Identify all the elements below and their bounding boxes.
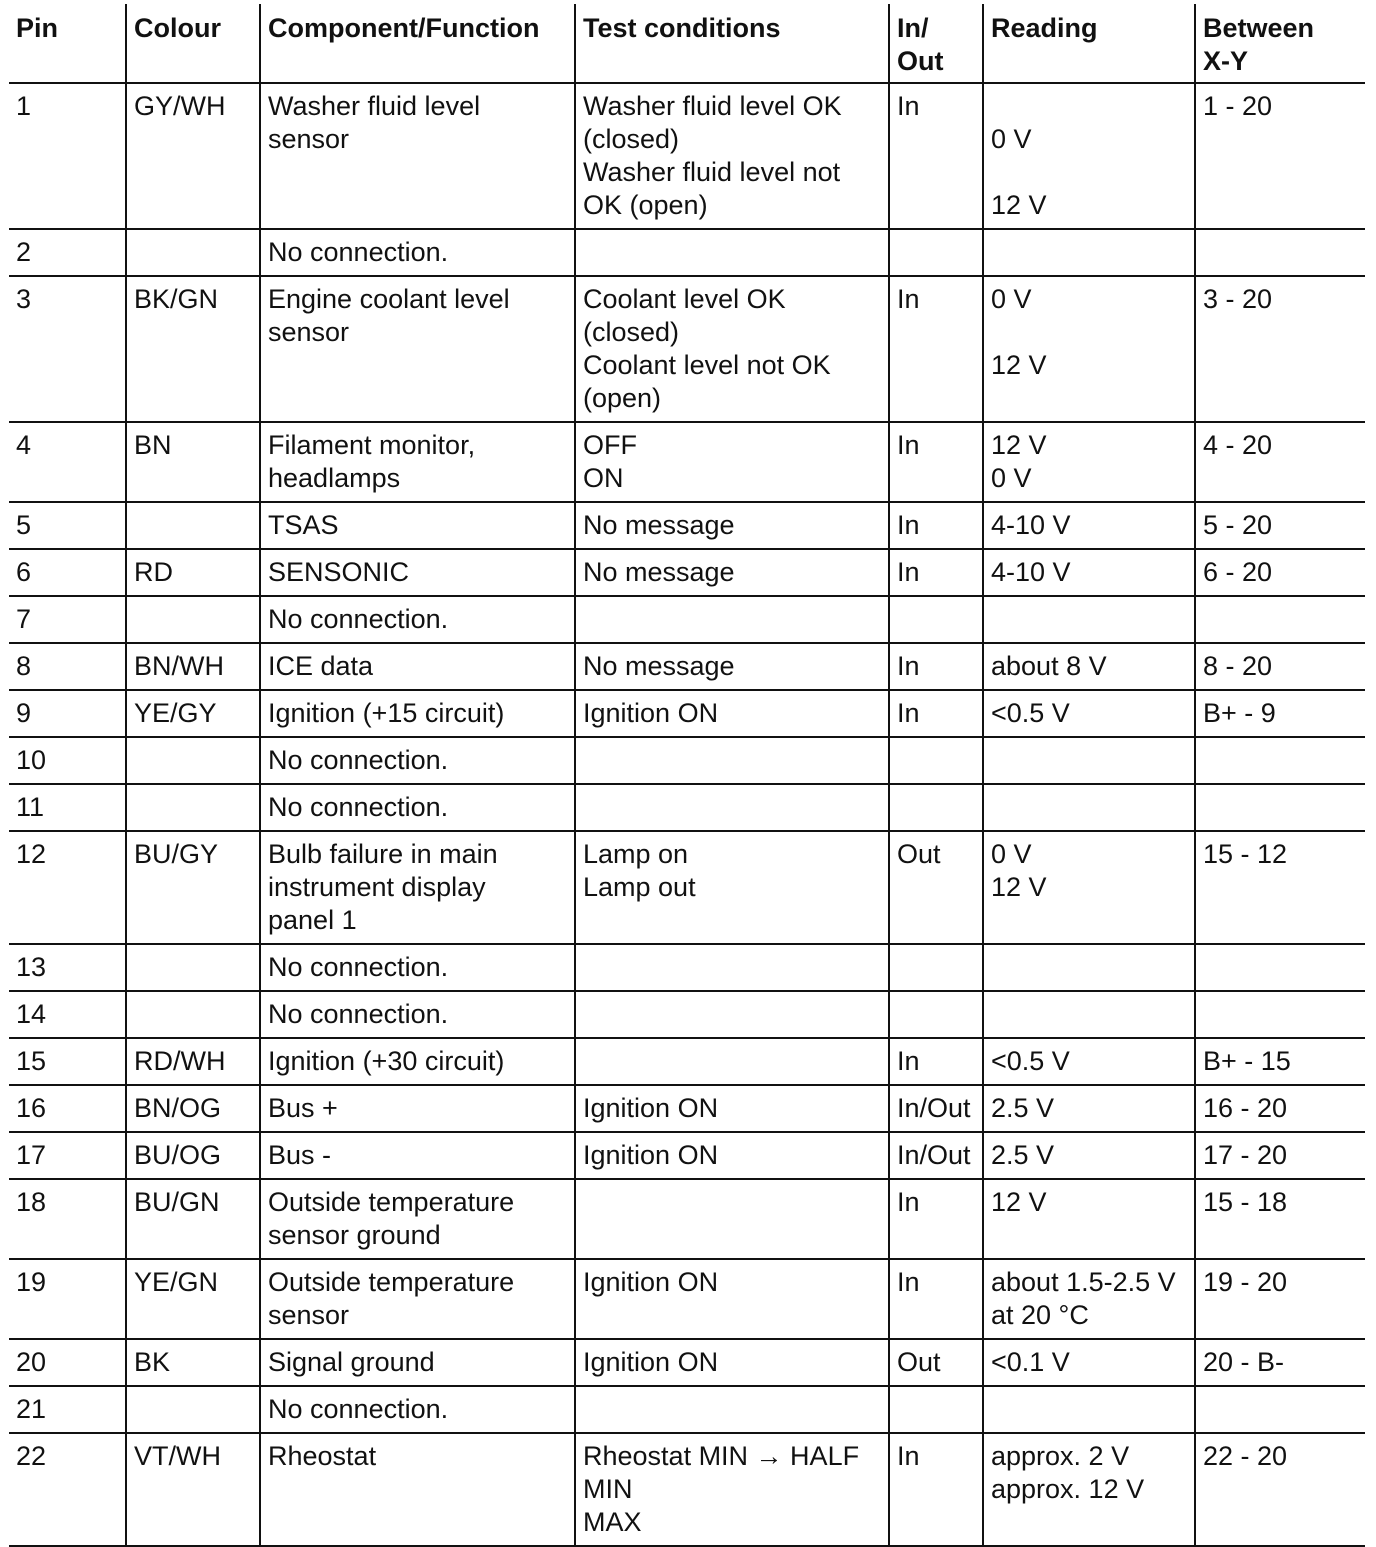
in-out-cell: In: [889, 1038, 983, 1085]
test-conditions-cell: No message: [575, 549, 889, 596]
reading-cell: [983, 784, 1195, 831]
colour-cell: [126, 229, 260, 276]
reading-cell: 4-10 V: [983, 549, 1195, 596]
colour-cell: [126, 1386, 260, 1433]
pin-cell: 11: [9, 784, 126, 831]
reading-cell: <0.1 V: [983, 1339, 1195, 1386]
table-row: [9, 1433, 1365, 1546]
between-cell: 16 - 20: [1195, 1085, 1365, 1132]
test-conditions-cell: [575, 737, 889, 784]
pin-cell: 15: [9, 1038, 126, 1085]
reading-cell: approx. 2 V approx. 12 V: [983, 1433, 1195, 1546]
component-cell: Ignition (+15 circuit): [260, 690, 575, 737]
between-cell: 5 - 20: [1195, 502, 1365, 549]
component-cell: No connection.: [260, 229, 575, 276]
colour-cell: [126, 784, 260, 831]
in-out-cell: [889, 737, 983, 784]
table-row: [9, 1179, 1365, 1259]
pin-cell: 6: [9, 549, 126, 596]
test-conditions-cell: Lamp on Lamp out: [575, 831, 889, 944]
reading-cell: 12 V 0 V: [983, 422, 1195, 502]
test-conditions-cell: [575, 1179, 889, 1259]
in-out-cell: In: [889, 1433, 983, 1546]
component-cell: Engine coolant level sensor: [260, 276, 575, 422]
test-conditions-cell: No message: [575, 643, 889, 690]
pin-cell: 13: [9, 944, 126, 991]
pin-cell: 1: [9, 83, 126, 229]
colour-cell: BK/GN: [126, 276, 260, 422]
header-pin: Pin: [9, 4, 126, 83]
header-test-conditions: Test conditions: [575, 4, 889, 83]
colour-cell: [126, 596, 260, 643]
colour-cell: BU/GY: [126, 831, 260, 944]
colour-cell: RD/WH: [126, 1038, 260, 1085]
in-out-cell: [889, 784, 983, 831]
between-cell: 8 - 20: [1195, 643, 1365, 690]
between-cell: 22 - 20: [1195, 1433, 1365, 1546]
in-out-cell: In: [889, 276, 983, 422]
header-row: [9, 4, 1365, 83]
component-cell: Bus +: [260, 1085, 575, 1132]
component-cell: Outside temperature sensor: [260, 1259, 575, 1339]
header-between: Between X-Y: [1195, 4, 1365, 83]
table-row: [9, 276, 1365, 422]
component-cell: Ignition (+30 circuit): [260, 1038, 575, 1085]
pin-cell: 14: [9, 991, 126, 1038]
component-cell: Bulb failure in main instrument display panel 1: [260, 831, 575, 944]
component-cell: Bus -: [260, 1132, 575, 1179]
colour-cell: BK: [126, 1339, 260, 1386]
in-out-cell: [889, 944, 983, 991]
in-out-cell: [889, 1386, 983, 1433]
colour-cell: [126, 502, 260, 549]
pin-cell: 18: [9, 1179, 126, 1259]
test-conditions-cell: Ignition ON: [575, 1132, 889, 1179]
table-row: [9, 690, 1365, 737]
pin-cell: 12: [9, 831, 126, 944]
between-cell: [1195, 737, 1365, 784]
pin-cell: 10: [9, 737, 126, 784]
colour-cell: VT/WH: [126, 1433, 260, 1546]
between-cell: B+ - 15: [1195, 1038, 1365, 1085]
pin-cell: 5: [9, 502, 126, 549]
reading-cell: 4-10 V: [983, 502, 1195, 549]
component-cell: No connection.: [260, 1386, 575, 1433]
table-row: [9, 1085, 1365, 1132]
in-out-cell: In: [889, 502, 983, 549]
test-conditions-cell: No message: [575, 502, 889, 549]
between-cell: [1195, 596, 1365, 643]
test-conditions-cell: Ignition ON: [575, 1085, 889, 1132]
test-conditions-cell: Rheostat MIN → HALF MIN MAX: [575, 1433, 889, 1546]
in-out-cell: In: [889, 690, 983, 737]
between-cell: [1195, 1386, 1365, 1433]
colour-cell: BU/OG: [126, 1132, 260, 1179]
colour-cell: BN/OG: [126, 1085, 260, 1132]
test-conditions-cell: OFF ON: [575, 422, 889, 502]
reading-cell: 2.5 V: [983, 1132, 1195, 1179]
test-conditions-cell: Washer fluid level OK (closed) Washer fluid level not OK (open): [575, 83, 889, 229]
table-row: [9, 831, 1365, 944]
pin-cell: 7: [9, 596, 126, 643]
table-row: [9, 83, 1365, 229]
in-out-cell: In: [889, 1179, 983, 1259]
pin-cell: 21: [9, 1386, 126, 1433]
in-out-cell: In: [889, 549, 983, 596]
in-out-cell: In: [889, 643, 983, 690]
component-cell: Filament monitor, headlamps: [260, 422, 575, 502]
pin-cell: 17: [9, 1132, 126, 1179]
pin-cell: 8: [9, 643, 126, 690]
test-conditions-cell: [575, 784, 889, 831]
header-component: Component/Function: [260, 4, 575, 83]
pin-assignment-table: [9, 4, 1365, 1547]
colour-cell: GY/WH: [126, 83, 260, 229]
pin-cell: 2: [9, 229, 126, 276]
reading-cell: [983, 737, 1195, 784]
reading-cell: [983, 596, 1195, 643]
component-cell: ICE data: [260, 643, 575, 690]
test-conditions-cell: [575, 596, 889, 643]
component-cell: SENSONIC: [260, 549, 575, 596]
between-cell: 17 - 20: [1195, 1132, 1365, 1179]
reading-cell: 0 V 12 V: [983, 83, 1195, 229]
colour-cell: BN/WH: [126, 643, 260, 690]
pin-cell: 19: [9, 1259, 126, 1339]
component-cell: TSAS: [260, 502, 575, 549]
pin-cell: 16: [9, 1085, 126, 1132]
component-cell: Outside temperature sensor ground: [260, 1179, 575, 1259]
component-cell: Washer fluid level sensor: [260, 83, 575, 229]
component-cell: No connection.: [260, 944, 575, 991]
colour-cell: [126, 944, 260, 991]
component-cell: No connection.: [260, 596, 575, 643]
in-out-cell: [889, 229, 983, 276]
in-out-cell: Out: [889, 831, 983, 944]
test-conditions-cell: [575, 229, 889, 276]
pin-cell: 22: [9, 1433, 126, 1546]
table-row: [9, 549, 1365, 596]
in-out-cell: [889, 991, 983, 1038]
table-row: [9, 737, 1365, 784]
between-cell: 19 - 20: [1195, 1259, 1365, 1339]
pin-cell: 3: [9, 276, 126, 422]
between-cell: 15 - 12: [1195, 831, 1365, 944]
between-cell: 20 - B-: [1195, 1339, 1365, 1386]
between-cell: [1195, 991, 1365, 1038]
colour-cell: YE/GY: [126, 690, 260, 737]
table-row: [9, 1038, 1365, 1085]
between-cell: B+ - 9: [1195, 690, 1365, 737]
colour-cell: YE/GN: [126, 1259, 260, 1339]
between-cell: 3 - 20: [1195, 276, 1365, 422]
between-cell: [1195, 944, 1365, 991]
header-reading: Reading: [983, 4, 1195, 83]
pin-cell: 9: [9, 690, 126, 737]
colour-cell: BN: [126, 422, 260, 502]
in-out-cell: In/Out: [889, 1132, 983, 1179]
reading-cell: about 8 V: [983, 643, 1195, 690]
table-row: [9, 422, 1365, 502]
pin-cell: 4: [9, 422, 126, 502]
test-conditions-cell: Ignition ON: [575, 1339, 889, 1386]
table-row: [9, 784, 1365, 831]
reading-cell: [983, 991, 1195, 1038]
between-cell: [1195, 784, 1365, 831]
test-conditions-cell: [575, 944, 889, 991]
in-out-cell: In: [889, 1259, 983, 1339]
colour-cell: RD: [126, 549, 260, 596]
reading-cell: [983, 1386, 1195, 1433]
table-row: [9, 991, 1365, 1038]
test-conditions-cell: Ignition ON: [575, 690, 889, 737]
table-row: [9, 1339, 1365, 1386]
table-row: [9, 1386, 1365, 1433]
between-cell: 4 - 20: [1195, 422, 1365, 502]
table-row: [9, 1132, 1365, 1179]
in-out-cell: In: [889, 422, 983, 502]
header-in-out: In/ Out: [889, 4, 983, 83]
in-out-cell: Out: [889, 1339, 983, 1386]
component-cell: No connection.: [260, 784, 575, 831]
component-cell: No connection.: [260, 737, 575, 784]
in-out-cell: [889, 596, 983, 643]
table-row: [9, 229, 1365, 276]
table-row: [9, 1259, 1365, 1339]
test-conditions-cell: [575, 1038, 889, 1085]
header-colour: Colour: [126, 4, 260, 83]
reading-cell: 0 V 12 V: [983, 276, 1195, 422]
reading-cell: 2.5 V: [983, 1085, 1195, 1132]
in-out-cell: In/Out: [889, 1085, 983, 1132]
reading-cell: [983, 944, 1195, 991]
reading-cell: 12 V: [983, 1179, 1195, 1259]
between-cell: 15 - 18: [1195, 1179, 1365, 1259]
test-conditions-cell: Coolant level OK (closed) Coolant level not OK (open): [575, 276, 889, 422]
table-row: [9, 944, 1365, 991]
reading-cell: about 1.5-2.5 V at 20 °C: [983, 1259, 1195, 1339]
pin-cell: 20: [9, 1339, 126, 1386]
colour-cell: BU/GN: [126, 1179, 260, 1259]
component-cell: Rheostat: [260, 1433, 575, 1546]
reading-cell: <0.5 V: [983, 1038, 1195, 1085]
table-row: [9, 643, 1365, 690]
between-cell: [1195, 229, 1365, 276]
component-cell: Signal ground: [260, 1339, 575, 1386]
colour-cell: [126, 991, 260, 1038]
component-cell: No connection.: [260, 991, 575, 1038]
table-row: [9, 596, 1365, 643]
test-conditions-cell: [575, 1386, 889, 1433]
test-conditions-cell: [575, 991, 889, 1038]
reading-cell: 0 V 12 V: [983, 831, 1195, 944]
between-cell: 1 - 20: [1195, 83, 1365, 229]
reading-cell: [983, 229, 1195, 276]
reading-cell: <0.5 V: [983, 690, 1195, 737]
colour-cell: [126, 737, 260, 784]
in-out-cell: In: [889, 83, 983, 229]
table-row: [9, 502, 1365, 549]
between-cell: 6 - 20: [1195, 549, 1365, 596]
test-conditions-cell: Ignition ON: [575, 1259, 889, 1339]
